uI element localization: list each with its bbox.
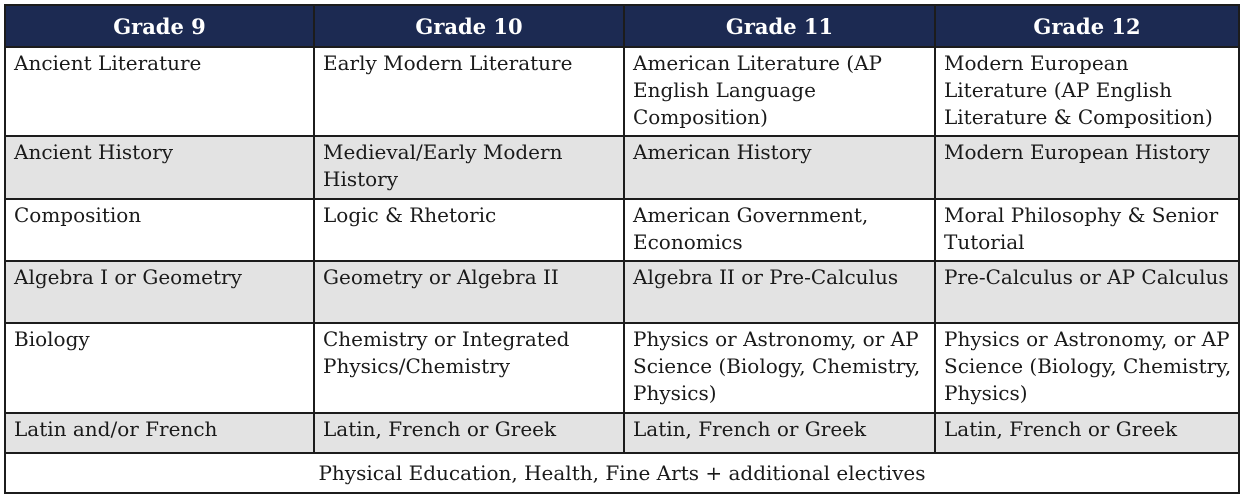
table-cell: Latin, French or Greek <box>314 413 624 453</box>
table-cell: Biology <box>5 323 314 413</box>
table-cell: Modern European Literature (AP English Literature & Composition) <box>935 47 1239 136</box>
table-row-science <box>5 323 1239 413</box>
header-grade-9: Grade 9 <box>5 5 314 47</box>
table-row-math <box>5 261 1239 323</box>
table-cell: Algebra I or Geometry <box>5 261 314 323</box>
table-cell: Latin, French or Greek <box>935 413 1239 453</box>
table-row-footer <box>5 453 1239 493</box>
header-grade-12: Grade 12 <box>935 5 1239 47</box>
table-cell: Latin, French or Greek <box>624 413 935 453</box>
curriculum-table <box>4 4 1240 494</box>
table-cell: Algebra II or Pre-Calculus <box>624 261 935 323</box>
table-row-history <box>5 136 1239 199</box>
header-grade-11: Grade 11 <box>624 5 935 47</box>
table-cell: Moral Philosophy & Senior Tutorial <box>935 199 1239 261</box>
table-row-language <box>5 413 1239 453</box>
table-cell: Logic & Rhetoric <box>314 199 624 261</box>
table-cell: Chemistry or Integrated Physics/Chemistry <box>314 323 624 413</box>
table-row-literature <box>5 47 1239 136</box>
table-cell: Geometry or Algebra II <box>314 261 624 323</box>
table-cell: Medieval/Early Modern History <box>314 136 624 199</box>
table-cell: Physics or Astronomy, or AP Science (Biology, Chemistry, Physics) <box>935 323 1239 413</box>
table-cell: Composition <box>5 199 314 261</box>
table-cell: American History <box>624 136 935 199</box>
table-cell: Pre-Calculus or AP Calculus <box>935 261 1239 323</box>
table-cell: Physics or Astronomy, or AP Science (Biology, Chemistry, Physics) <box>624 323 935 413</box>
table-cell: American Government, Economics <box>624 199 935 261</box>
table-cell: Ancient Literature <box>5 47 314 136</box>
table-cell: American Literature (AP English Language Composition) <box>624 47 935 136</box>
table-cell: Ancient History <box>5 136 314 199</box>
electives-footer: Physical Education, Health, Fine Arts + additional electives <box>5 453 1239 493</box>
table-cell: Modern European History <box>935 136 1239 199</box>
table-cell: Early Modern Literature <box>314 47 624 136</box>
header-grade-10: Grade 10 <box>314 5 624 47</box>
table-cell: Latin and/or French <box>5 413 314 453</box>
header-row <box>5 5 1239 47</box>
table-row-composition <box>5 199 1239 261</box>
curriculum-table-container <box>4 4 1238 494</box>
